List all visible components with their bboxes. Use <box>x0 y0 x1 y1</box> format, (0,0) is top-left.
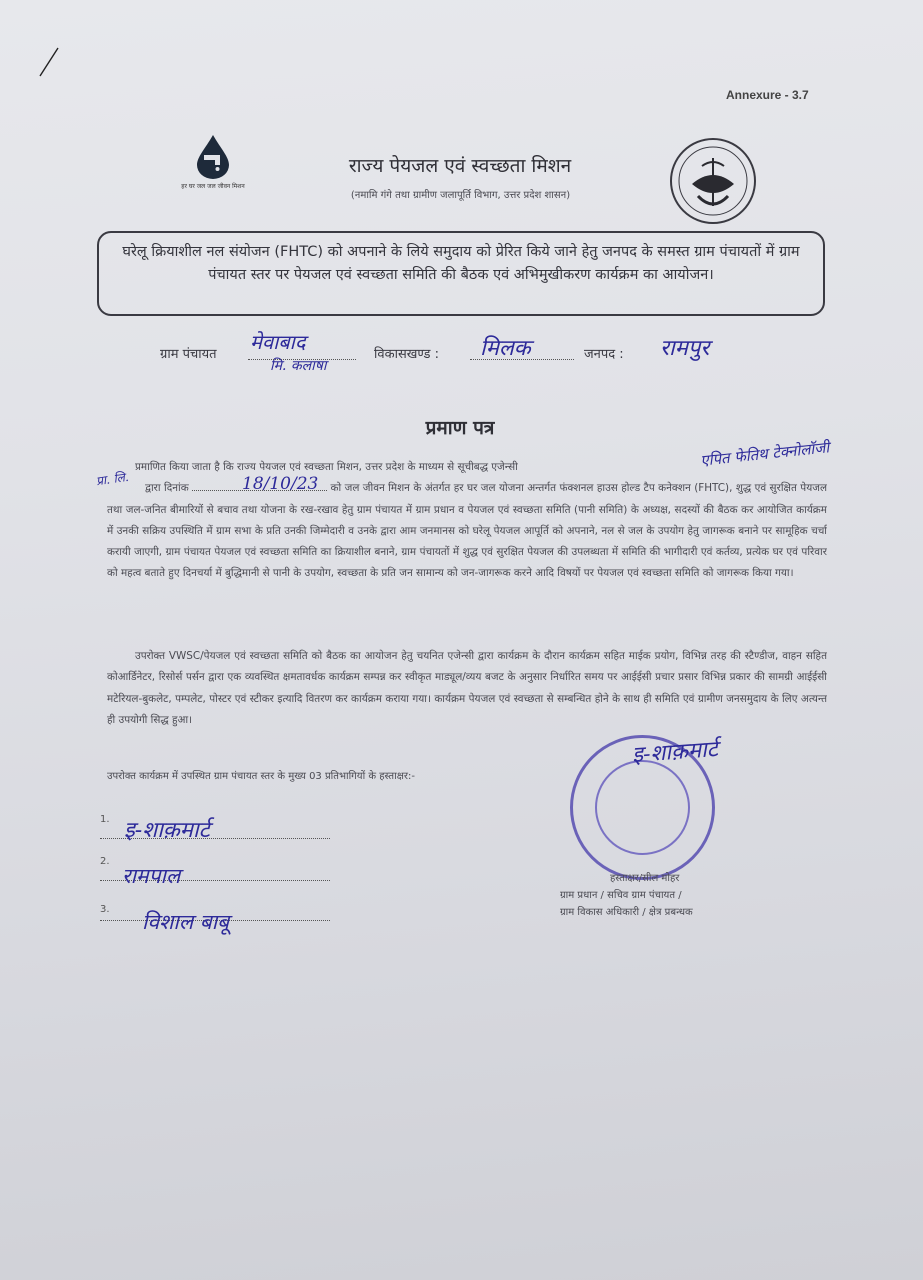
para2-body: उपरोक्त VWSC/पेयजल एवं स्वच्छता समिति को बैठक का आयोजन हेतु चयनित एजेन्सी द्वारा कार्यक्रम के दौरान कार्यक्रम सहित माईक प्रयोग, विभिन्न तरह की स्टैण्डीज, वाहन सहित कोआर्डिनेटर, रिसोर्स पर्सन द्वारा एक व्यवस्थित क्षमतावर्धक कार्यक्रम सम्पन्न कर स्वीकृत माड्यूल/व्यय बजट के अनुसार निर्धारित समय पर आईईसी प्रचार प्रसार विभिन्न प्रकार की सामग्री आईईसी मटेरियल-बुकलेट, पम्पलेट, पोस्टर एवं स्टीकर इत्यादि वितरण कर कार्यक्रम कराया गया। कार्यक्रम पेयजल एवं स्वच्छता से सम्बन्धित होने के साथ ही समिति एवं ग्रामीण जनसमुदाय के लिए अत्यन्त ही उपयोगी सिद्ध हुआ। <box>107 650 827 726</box>
district-value: रामपुर <box>660 336 710 361</box>
para1-pre-agency: प्रमाणित किया जाता है कि राज्य पेयजल एवं स्वच्छता मिशन, उत्तर प्रदेश के माध्यम से सूचीबद्ध एजेन्सी <box>135 461 518 473</box>
org-title: राज्य पेयजल एवं स्वच्छता मिशन <box>348 155 572 177</box>
certificate-heading: प्रमाण पत्र <box>425 417 495 439</box>
designation-line-1: हस्ताक्षर/सील मोहर <box>610 873 680 884</box>
para1-pre-date: द्वारा दिनांक <box>145 482 189 495</box>
stamp-inner-ring <box>595 760 690 855</box>
gp-label: ग्राम पंचायत <box>160 347 217 362</box>
jal-jeevan-mission-logo <box>180 133 246 191</box>
agency-prefix-handwritten: प्रा. लि. <box>95 469 130 489</box>
block-value: मिलक <box>480 336 531 361</box>
block-label: विकासखण्ड : <box>374 347 440 362</box>
gp-dotted-line <box>248 358 356 360</box>
pen-mark <box>38 44 64 78</box>
signature-2: रामपाल <box>122 864 181 888</box>
district-label: जनपद : <box>584 347 624 362</box>
designation-line-3: ग्राम विकास अधिकारी / क्षेत्र प्रबन्धक <box>560 907 693 918</box>
paragraph-2 <box>107 646 827 754</box>
signature-1: इ-शाक़मार्ट <box>124 818 210 843</box>
sig-number: 3. <box>100 904 110 915</box>
logo-tagline: हर घर जल जल जीवन मिशन <box>181 183 245 190</box>
attendance-line: उपरोक्त कार्यक्रम में उपस्थित ग्राम पंचायत स्तर के मुख्य 03 प्रतिभागियों के हस्ताक्षर:- <box>107 771 415 782</box>
date-handwritten: 18/10/23 <box>242 474 319 494</box>
para1-body: को जल जीवन मिशन के अंतर्गत हर घर जल योजना अन्तर्गत फंक्शनल हाउस होल्ड टैप कनेक्शन (FHTC), शुद्ध एवं सुरक्षित पेयजल तथा जल-जनित बीमारियों से बचाव तथा योजना के रख-रखाव हेतु ग्राम पंचायत में ग्राम प्रधान व पेयजल एवं स्वच्छता समिति (पानी समिति) के अध्यक्ष, सदस्यों की बैठक कर आयोजित कार्यक्रम में उनकी सक्रिय उपस्थिति में ग्राम सभा के प्रति उनकी जिम्मेदारी व उनके द्वारा आम जनमानस को घरेलू पेयजल आपूर्ति को अपनाने, नल से जल के उपयोग हेतु जागरूक बनाने पर सामूहिक चर्चा करायी जाएगी, ग्राम पंचायत पेयजल एवं स्वच्छता समिति का क्रियाशील बनाने, ग्राम पंचायतों में शुद्ध एवं सुरक्षित पेयजल की उपलब्धता में समिति की भागीदारी एवं कर्तव्य, प्रत्येक घर एवं परिवार को महत्व बताते हुए दिनचर्या में बुद्धिमानी से पानी के उपयोग, स्वच्छता के प्रति जन सामान्य को जन-जागरूक करने आदि विषयों पर पेयजल एवं स्वच्छता समिति को जागरूक किया गया। <box>107 482 827 580</box>
agency-handwritten: एपित फेतिथ टेक्नोलॉजी <box>699 438 831 470</box>
uttar-pradesh-emblem-icon <box>668 136 758 226</box>
gp-value: मेवाबाद <box>250 330 306 354</box>
designation-line-2: ग्राम प्रधान / सचिव ग्राम पंचायत / <box>560 890 682 901</box>
gp-value-sub: मि. कलाषा <box>270 358 327 374</box>
location-row <box>160 330 780 378</box>
sig-number: 1. <box>100 814 110 825</box>
program-title-box: घरेलू क्रियाशील नल संयोजन (FHTC) को अपनाने के लिये समुदाय को प्रेरित किये जाने हेतु जनपद के समस्त ग्राम पंचायतों में ग्राम पंचायत स्तर पर पेयजल एवं स्वच्छता समिति की बैठक एवं अभिमुखीकरण कार्यक्रम का आयोजन। <box>97 231 825 316</box>
annexure-label: Annexure - 3.7 <box>726 88 809 102</box>
designation-block <box>560 870 760 921</box>
sig-number: 2. <box>100 856 110 867</box>
head-signature: इ-शाक़मार्ट <box>631 737 719 768</box>
water-drop-tap-icon <box>193 133 233 179</box>
block-dotted-line <box>470 358 574 360</box>
signature-3: विशाल बाबू <box>142 910 230 934</box>
paragraph-1 <box>107 457 827 639</box>
org-subtitle: (नमामि गंगे तथा ग्रामीण जलापूर्ति विभाग, उत्तर प्रदेश शासन) <box>350 190 571 201</box>
